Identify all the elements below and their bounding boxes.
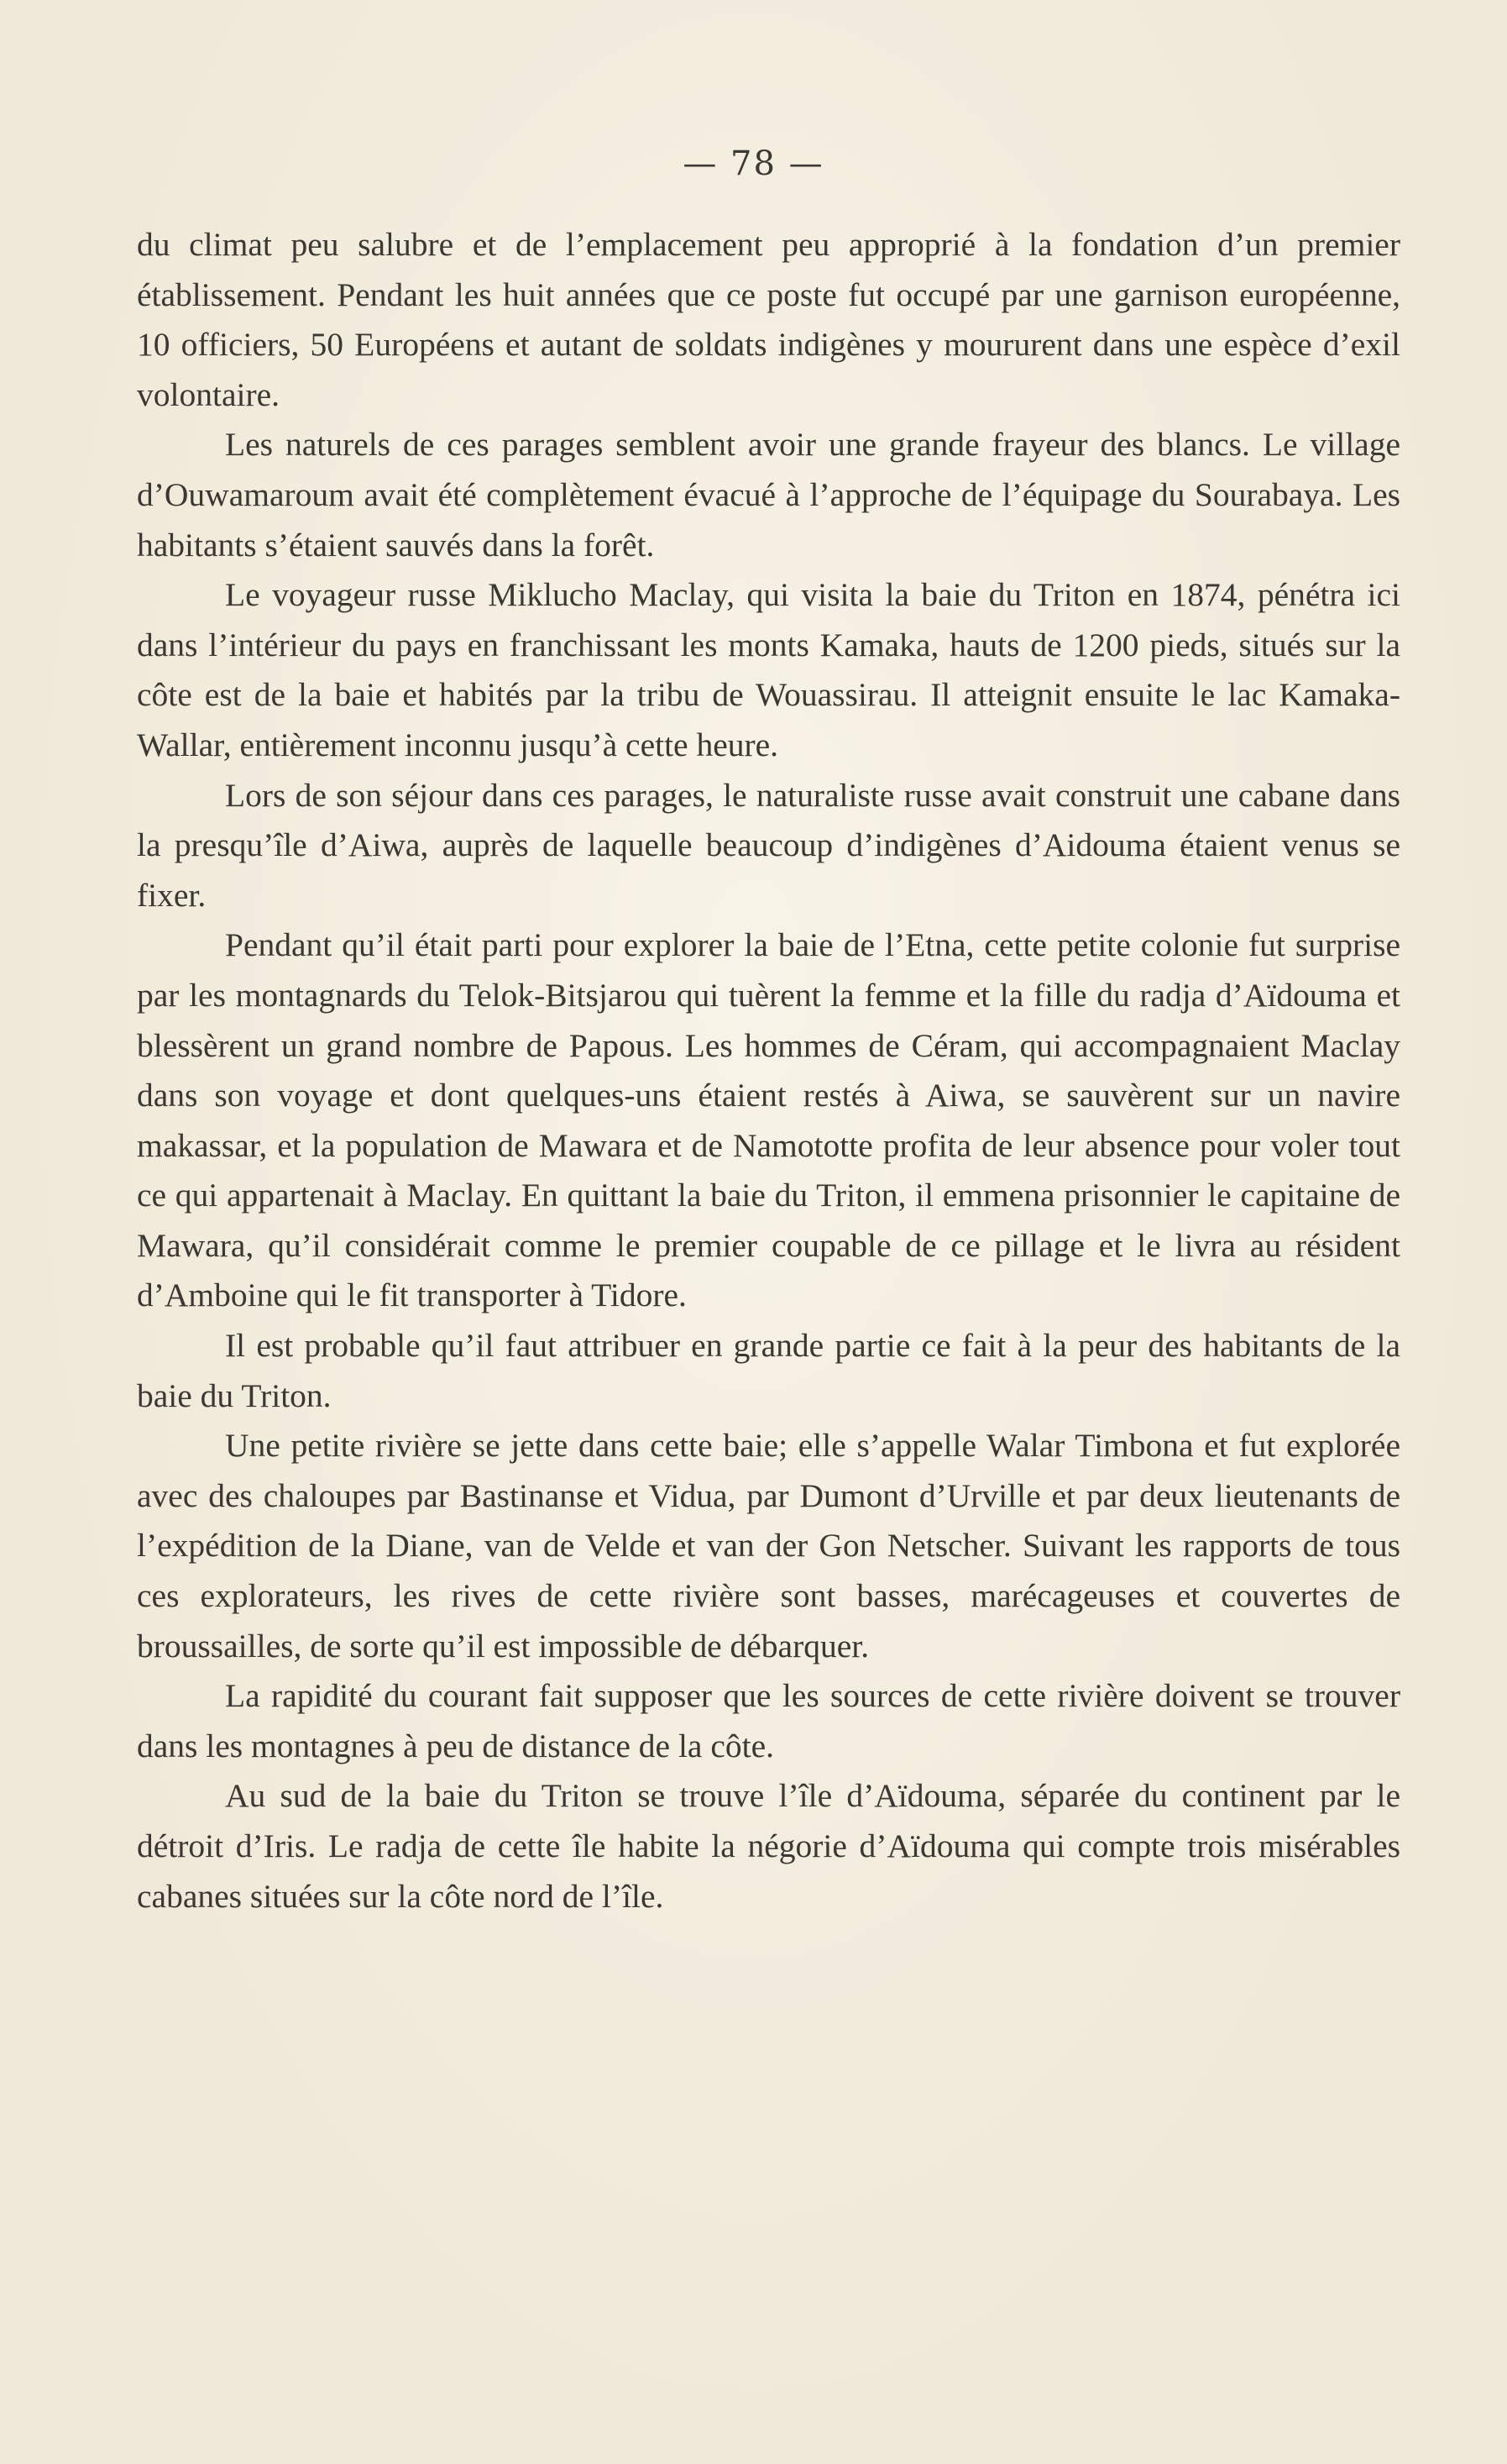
page-text [137,220,1400,1921]
page-number: — 78 — [683,144,824,183]
paragraph-peur-habitants: Il est probable qu’il faut attribuer en grande partie ce fait à la peur des habitants de la baie du Triton. [137,1327,1400,1414]
paragraph-ile-aidouma: Au sud de la baie du Triton se trouve l’île d’Aïdouma, séparée du continent par le détroit d’Iris. Le radja de cette île habite la négorie d’Aïdouma qui compte trois misérables cabanes situées sur la côte nord de l’île. [137,1777,1400,1915]
paragraph-continuation: du climat peu salubre et de l’emplacement peu approprié à la fondation d’un premier établissement. Pendant les huit années que ce poste fut occupé par une garnison européenne, 10 officiers, 50 Européens et autant de soldats indigènes y moururent dans une espèce d’exil volontaire. [137,226,1400,413]
paragraph-maclay-voyage: Le voyageur russe Miklucho Maclay, qui visita la baie du Triton en 1874, pénétra ici dans l’intérieur du pays en franchissant les monts Kamaka, hauts de 1200 pieds, situés sur la côte est de la baie et habités par la tribu de Wouassirau. Il atteignit ensuite le lac Kamaka-Wallar, entièrement inconnu jusqu’à cette heure. [137,576,1400,763]
paragraph-courant: La rapidité du courant fait supposer que les sources de cette rivière doivent se trouver dans les montagnes à peu de distance de la côte. [137,1677,1400,1764]
paragraph-cabane-aiwa: Lors de son séjour dans ces parages, le naturaliste russe avait construit une cabane dans la presqu’île d’Aiwa, auprès de laquelle beaucoup d’indigènes d’Aidouma étaient venus se fixer. [137,776,1400,914]
paragraph-attaque-colonie: Pendant qu’il était parti pour explorer la baie de l’Etna, cette petite colonie fut surprise par les montagnards du Telok-Bitsjarou qui tuèrent la femme et la fille du radja d’Aïdouma et blessèrent un grand nombre de Papous. Les hommes de Céram, qui accompagnaient Maclay dans son voyage et dont quelques-uns étaient restés à Aiwa, se sauvèrent sur un navire makassar, et la population de Mawara et de Namototte profita de leur absence pour voler tout ce qui appartenait à Maclay. En quittant la baie du Triton, il emmena prisonnier le capitaine de Mawara, qu’il considérait comme le premier coupable de ce pillage et le livra au résident d’Amboine qui le fit transporter à Tidore. [137,926,1400,1314]
paragraph-naturels: Les naturels de ces parages semblent avoir une grande frayeur des blancs. Le village d’Ouwamaroum avait été complètement évacué à l’approche de l’équipage du Sourabaya. Les habitants s’étaient sauvés dans la forêt. [137,426,1400,564]
paragraph-riviere-walar: Une petite rivière se jette dans cette baie; elle s’appelle Walar Timbona et fut explorée avec des chaloupes par Bastinanse et Vidua, par Dumont d’Urville et par deux lieutenants de l’expédition de la Diane, van de Velde et van der Gon Netscher. Suivant les rapports de tous ces explorateurs, les rives de cette rivière sont basses, marécageuses et couvertes de broussailles, de sorte qu’il est impossible de débarquer. [137,1427,1400,1665]
